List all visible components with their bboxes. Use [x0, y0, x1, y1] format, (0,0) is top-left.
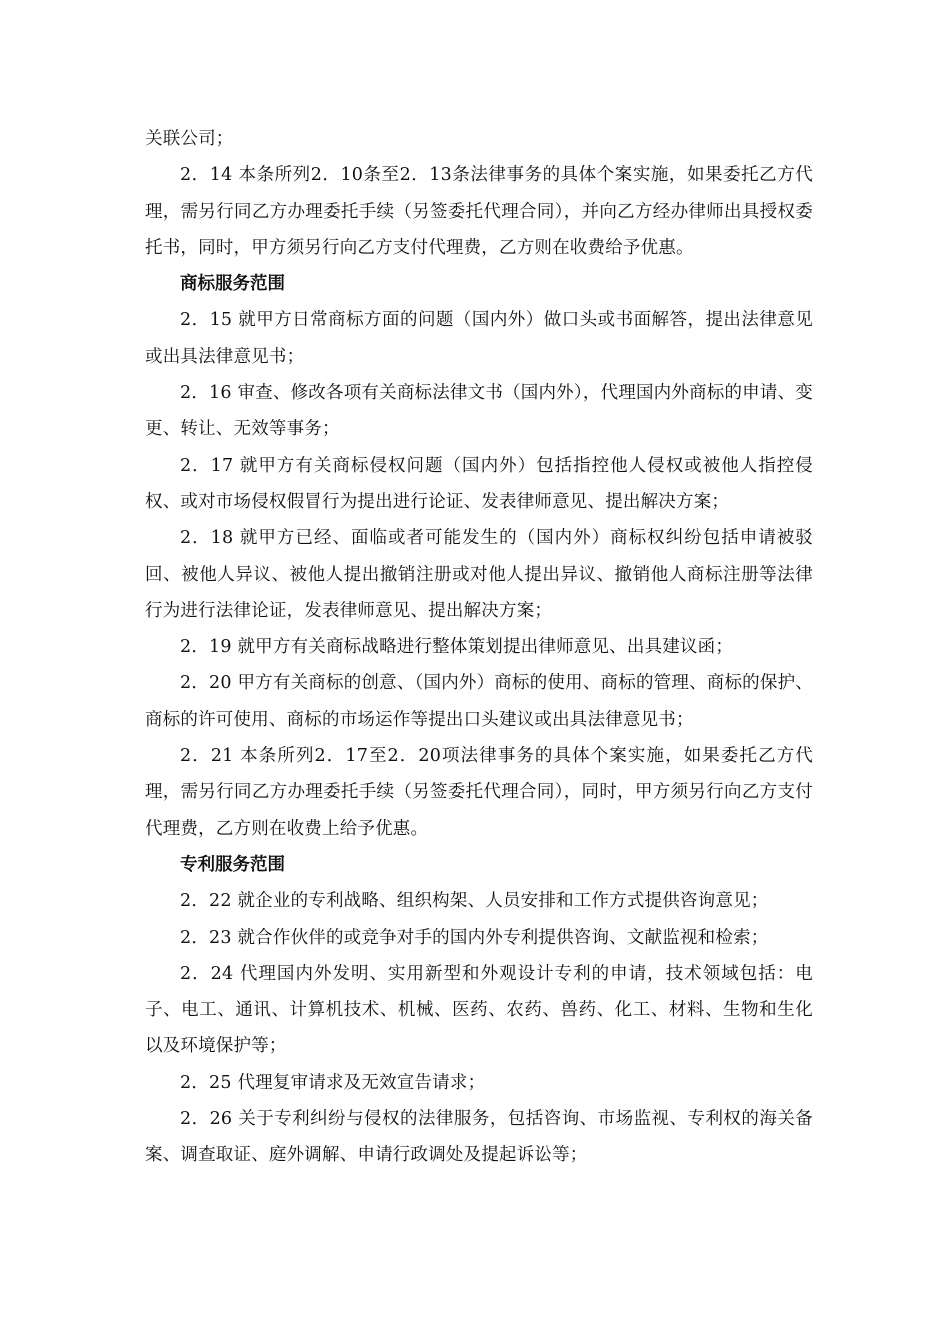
- paragraph-2-22: 2．22 就企业的专利战略、组织构架、人员安排和工作方式提供咨询意见；: [180, 891, 769, 912]
- paragraph-2-18: 2．18 就甲方已经、面临或者可能发生的（国内外）商标权纠纷包括申请被驳回、被他人异议、被他人提出撤销注册或对他人提出异议、撤销他人商标注册等法律行为进行法律论证，发表律师意见、提出解决方案；: [145, 528, 813, 621]
- paragraph-2-23: 2．23 就合作伙伴的或竞争对手的国内外专利提供咨询、文献监视和检索；: [180, 927, 769, 948]
- paragraph-2-19: 2．19 就甲方有关商标战略进行整体策划提出律师意见、出具建议函；: [180, 637, 734, 658]
- section-heading-patent: 专利服务范围: [180, 854, 285, 875]
- paragraph-2-16: 2．16 审查、修改各项有关商标法律文书（国内外），代理国内外商标的申请、变更、转让、无效等事务；: [145, 383, 813, 440]
- document-body: [145, 121, 813, 1174]
- paragraph-2-25: 2．25 代理复审请求及无效宣告请求；: [180, 1072, 486, 1093]
- paragraph-2-17: 2．17 就甲方有关商标侵权问题（国内外）包括指控他人侵权或被他人指控侵权、或对市场侵权假冒行为提出进行论证、发表律师意见、提出解决方案；: [145, 455, 813, 512]
- paragraph-2-14: 2．14 本条所列2．10条至2．13条法律事务的具体个案实施，如果委托乙方代理，需另行同乙方办理委托手续（另签委托代理合同），并向乙方经办律师出具授权委托书，同时，甲方须另行向乙方支付代理费，乙方则在收费给予优惠。: [145, 165, 813, 258]
- paragraph: 关联公司；: [145, 129, 234, 149]
- paragraph-2-15: 2．15 就甲方日常商标方面的问题（国内外）做口头或书面解答，提出法律意见或出具法律意见书；: [145, 310, 813, 367]
- paragraph-2-21: 2．21 本条所列2．17至2．20项法律事务的具体个案实施，如果委托乙方代理，需另行同乙方办理委托手续（另签委托代理合同），同时，甲方须另行向乙方支付代理费，乙方则在收费上给予优惠。: [145, 746, 813, 839]
- paragraph-2-20: 2．20 甲方有关商标的创意、（国内外）商标的使用、商标的管理、商标的保护、商标的许可使用、商标的市场运作等提出口头建议或出具法律意见书；: [145, 673, 813, 730]
- paragraph-2-24: 2．24 代理国内外发明、实用新型和外观设计专利的申请，技术领域包括：电子、电工、通讯、计算机技术、机械、医药、农药、兽药、化工、材料、生物和生化以及环境保护等；: [145, 963, 813, 1057]
- paragraph-2-26: 2．26 关于专利纠纷与侵权的法律服务，包括咨询、市场监视、专利权的海关备案、调查取证、庭外调解、申请行政调处及提起诉讼等；: [145, 1109, 813, 1166]
- section-heading-trademark: 商标服务范围: [180, 274, 285, 295]
